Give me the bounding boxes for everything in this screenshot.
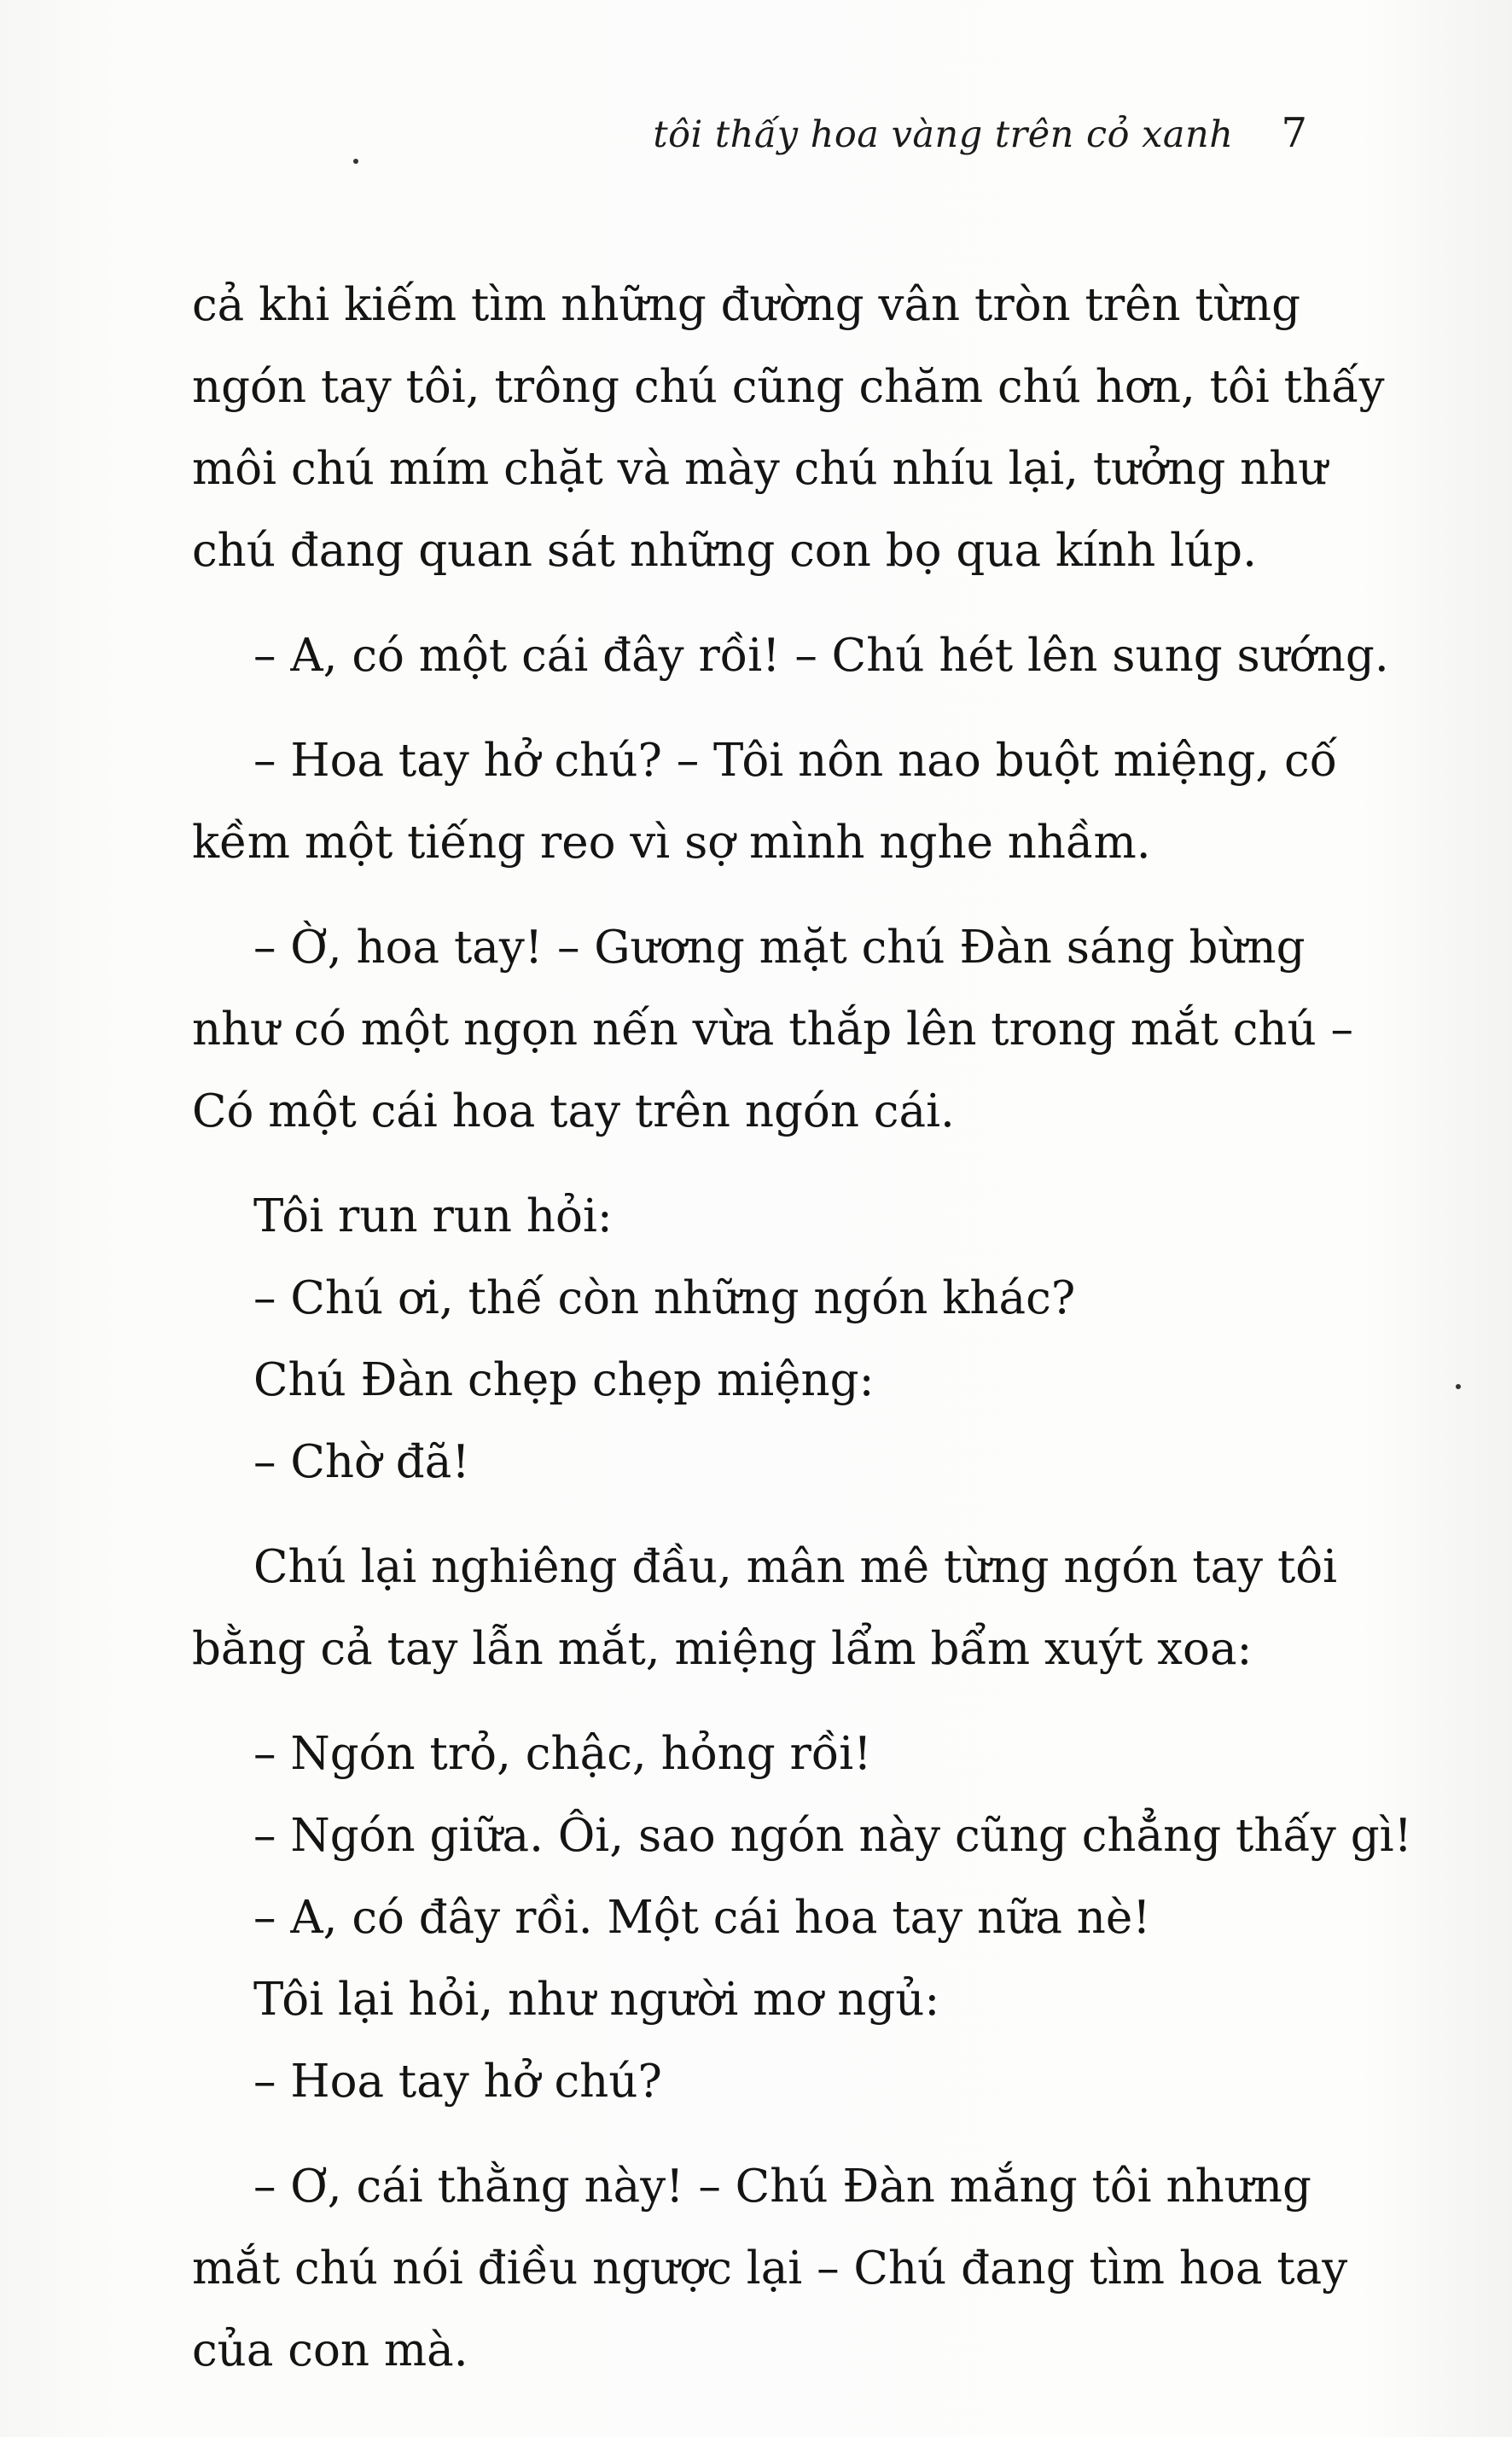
- paragraph-line: – Ơ, cái thằng này! – Chú Đàn mắng tôi nhưng: [253, 2161, 1311, 2213]
- paragraph-line: kềm một tiếng reo vì sợ mình nghe nhầm.: [192, 817, 1151, 869]
- paragraph-line: mắt chú nói điều ngược lại – Chú đang tìm hoa tay: [192, 2242, 1348, 2295]
- paragraph-line: – Ngón giữa. Ôi, sao ngón này cũng chẳng thấy gì!: [253, 1810, 1412, 1862]
- paragraph-line: – A, có đây rồi. Một cái hoa tay nữa nè!: [253, 1892, 1151, 1944]
- print-speck: [353, 159, 358, 164]
- page-number: 7: [1281, 109, 1307, 157]
- paragraph-line: – Chờ đã!: [253, 1436, 470, 1488]
- paragraph-line: Có một cái hoa tay trên ngón cái.: [192, 1085, 955, 1137]
- paragraph-line: Tôi run run hỏi:: [253, 1190, 613, 1242]
- paragraph-line: như có một ngọn nến vừa thắp lên trong mắt chú –: [192, 1003, 1354, 1056]
- paragraph-line: Chú Đàn chẹp chẹp miệng:: [253, 1354, 875, 1406]
- paragraph-line: – Hoa tay hở chú?: [253, 2056, 662, 2108]
- book-title: tôi thấy hoa vàng trên cỏ xanh: [653, 113, 1234, 156]
- print-speck: [1456, 1384, 1461, 1389]
- paragraph-line: – Hoa tay hở chú? – Tôi nôn nao buột miệng, cố: [253, 735, 1338, 787]
- paragraph-line: cả khi kiếm tìm những đường vân tròn trên từng: [192, 279, 1301, 331]
- paragraph-line: – A, có một cái đây rồi! – Chú hét lên sung sướng.: [253, 630, 1389, 682]
- paragraph-line: môi chú mím chặt và mày chú nhíu lại, tưởng như: [192, 443, 1328, 495]
- paragraph-line: Tôi lại hỏi, như người mơ ngủ:: [253, 1974, 940, 2026]
- paragraph-line: ngón tay tôi, trông chú cũng chăm chú hơn, tôi thấy: [192, 361, 1385, 413]
- body-text: [192, 265, 1412, 2392]
- paragraph-line: chú đang quan sát những con bọ qua kính lúp.: [192, 525, 1257, 577]
- paragraph-line: – Ờ, hoa tay! – Gương mặt chú Đàn sáng bừng: [253, 922, 1306, 974]
- paragraph-line: bằng cả tay lẫn mắt, miệng lẩm bẩm xuýt xoa:: [192, 1623, 1253, 1675]
- paragraph-line: – Chú ơi, thế còn những ngón khác?: [253, 1272, 1076, 1324]
- paragraph-line: Chú lại nghiêng đầu, mân mê từng ngón tay tôi: [253, 1541, 1338, 1593]
- paragraph-line: – Ngón trỏ, chậc, hỏng rồi!: [253, 1728, 872, 1780]
- paragraph-line: của con mà.: [192, 2324, 468, 2376]
- running-header: [653, 109, 1307, 157]
